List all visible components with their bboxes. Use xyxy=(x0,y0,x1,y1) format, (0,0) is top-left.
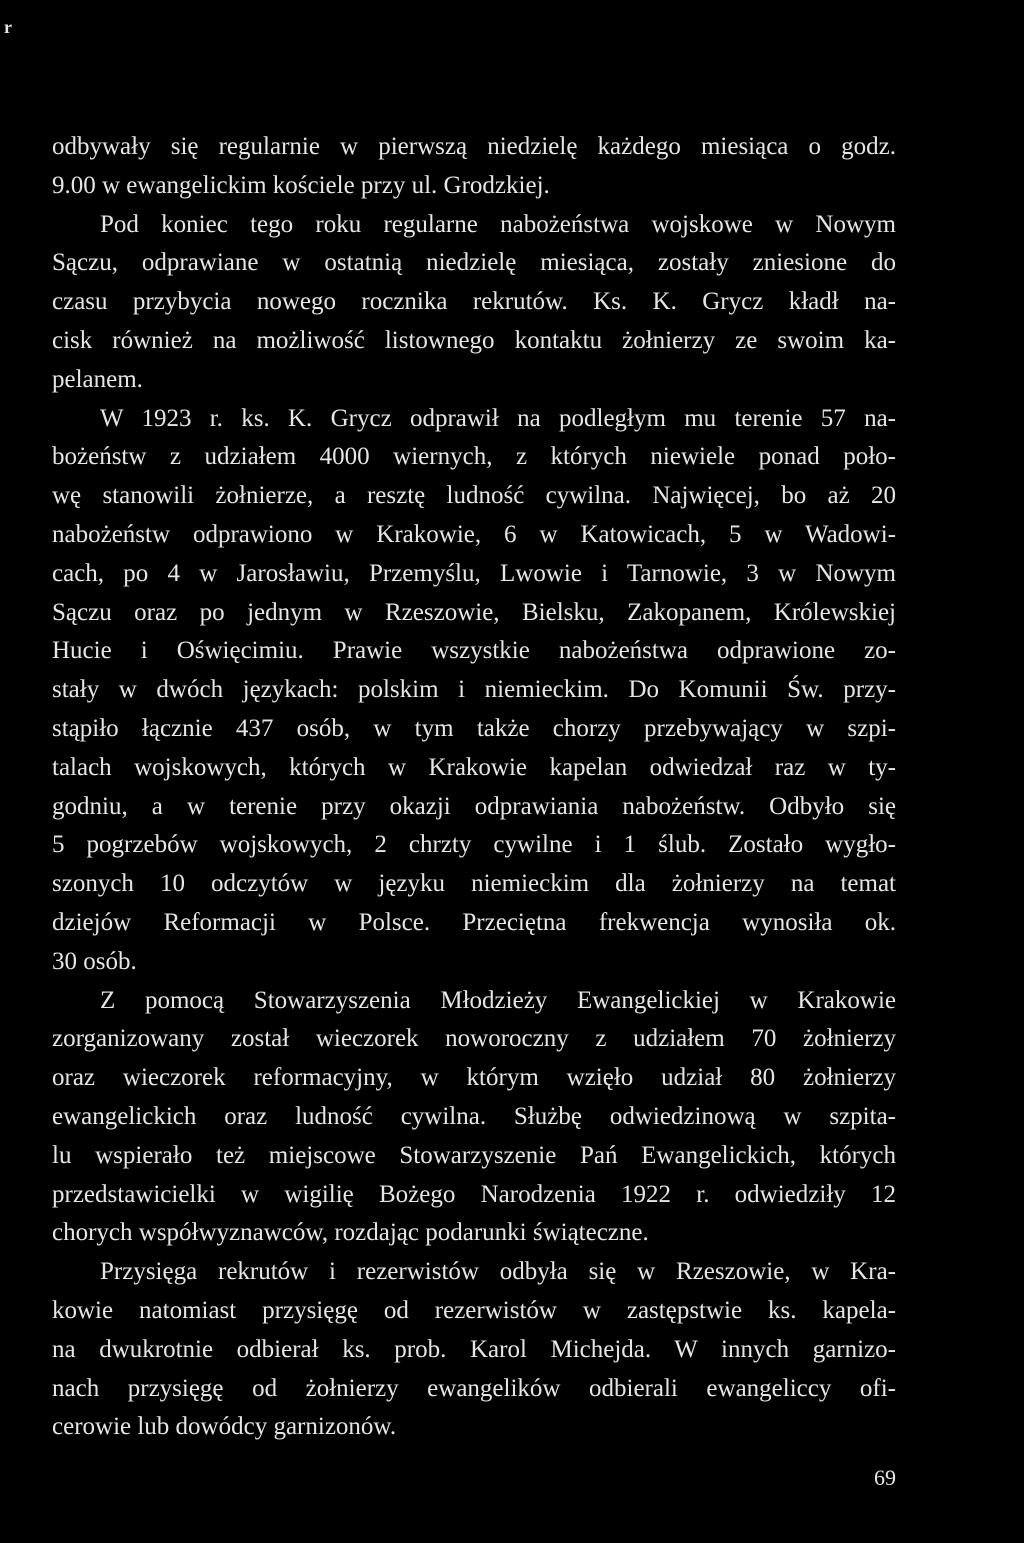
text-line: Z pomocą Stowarzyszenia Młodzieży Ewangelickiej w Krakowie xyxy=(100,986,896,1014)
text-line: dziejów Reformacji w Polsce. Przeciętna frekwencja wynosiła ok. xyxy=(52,908,896,936)
text-line: nabożeństw odprawiono w Krakowie, 6 w Katowicach, 5 w Wadowi- xyxy=(52,520,896,548)
text-line: cerowie lub dowódcy garnizonów. xyxy=(52,1413,397,1441)
text-line: 5 pogrzebów wojskowych, 2 chrzty cywilne i 1 ślub. Zostało wygło- xyxy=(52,831,896,859)
text-line: szonych 10 odczytów w języku niemieckim dla żołnierzy na temat xyxy=(52,870,896,898)
text-line: nach przysięgę od żołnierzy ewangelików odbierali ewangeliccy ofi- xyxy=(52,1374,896,1402)
text-line: cach, po 4 w Jarosławiu, Przemyślu, Lwowie i Tarnowie, 3 w Nowym xyxy=(52,559,896,587)
text-line: cisk również na możliwość listownego kontaktu żołnierzy ze swoim ka- xyxy=(52,326,896,354)
text-line: kowie natomiast przysięgę od rezerwistów w zastępstwie ks. kapela- xyxy=(52,1296,896,1324)
text-line: lu wspierało też miejscowe Stowarzyszenie Pań Ewangelickich, których xyxy=(52,1141,896,1169)
body-text xyxy=(52,128,896,1447)
text-line: Sączu oraz po jednym w Rzeszowie, Bielsku, Zakopanem, Królewskiej xyxy=(52,598,896,626)
text-line: ewangelickich oraz ludność cywilna. Służbę odwiedzinową w szpita- xyxy=(52,1102,896,1130)
text-line: oraz wieczorek reformacyjny, w którym wzięło udział 80 żołnierzy xyxy=(52,1064,896,1092)
page-number: 69 xyxy=(874,1465,896,1490)
text-line: Przysięga rekrutów i rezerwistów odbyła się w Rzeszowie, w Kra- xyxy=(100,1258,896,1286)
text-line: talach wojskowych, których w Krakowie kapelan odwiedzał raz w ty- xyxy=(52,753,896,781)
text-line: przedstawicielki w wigilię Bożego Narodzenia 1922 r. odwiedziły 12 xyxy=(52,1180,896,1208)
text-line: Sączu, odprawiane w ostatnią niedzielę miesiąca, zostały zniesione do xyxy=(52,249,896,277)
text-line: czasu przybycia nowego rocznika rekrutów. Ks. K. Grycz kładł na- xyxy=(52,288,896,316)
text-line: wę stanowili żołnierze, a resztę ludność cywilna. Najwięcej, bo aż 20 xyxy=(52,482,896,510)
text-line: Hucie i Oświęcimiu. Prawie wszystkie nabożeństwa odprawione zo- xyxy=(52,637,896,665)
corner-mark: r xyxy=(4,17,12,37)
text-line: W 1923 r. ks. K. Grycz odprawił na podległym mu terenie 57 na- xyxy=(100,404,896,432)
text-line: chorych współwyznawców, rozdając podarunki świąteczne. xyxy=(52,1219,649,1247)
text-line: godniu, a w terenie przy okazji odprawiania nabożeństw. Odbyło się xyxy=(52,792,896,820)
text-line: bożeństw z udziałem 4000 wiernych, z których niewiele ponad poło- xyxy=(52,443,896,471)
text-line: na dwukrotnie odbierał ks. prob. Karol Michejda. W innych garnizo- xyxy=(52,1335,896,1363)
text-line: stały w dwóch językach: polskim i niemieckim. Do Komunii Św. przy- xyxy=(52,676,896,704)
text-line: pelanem. xyxy=(52,365,143,393)
text-line: 30 osób. xyxy=(52,947,137,975)
text-line: 9.00 w ewangelickim kościele przy ul. Grodzkiej. xyxy=(52,171,550,199)
text-line: zorganizowany został wieczorek noworoczny z udziałem 70 żołnierzy xyxy=(52,1025,896,1053)
text-line: stąpiło łącznie 437 osób, w tym także chorzy przebywający w szpi- xyxy=(52,714,896,742)
text-line: Pod koniec tego roku regularne nabożeństwa wojskowe w Nowym xyxy=(100,210,896,238)
text-line: odbywały się regularnie w pierwszą niedzielę każdego miesiąca o godz. xyxy=(52,133,896,160)
